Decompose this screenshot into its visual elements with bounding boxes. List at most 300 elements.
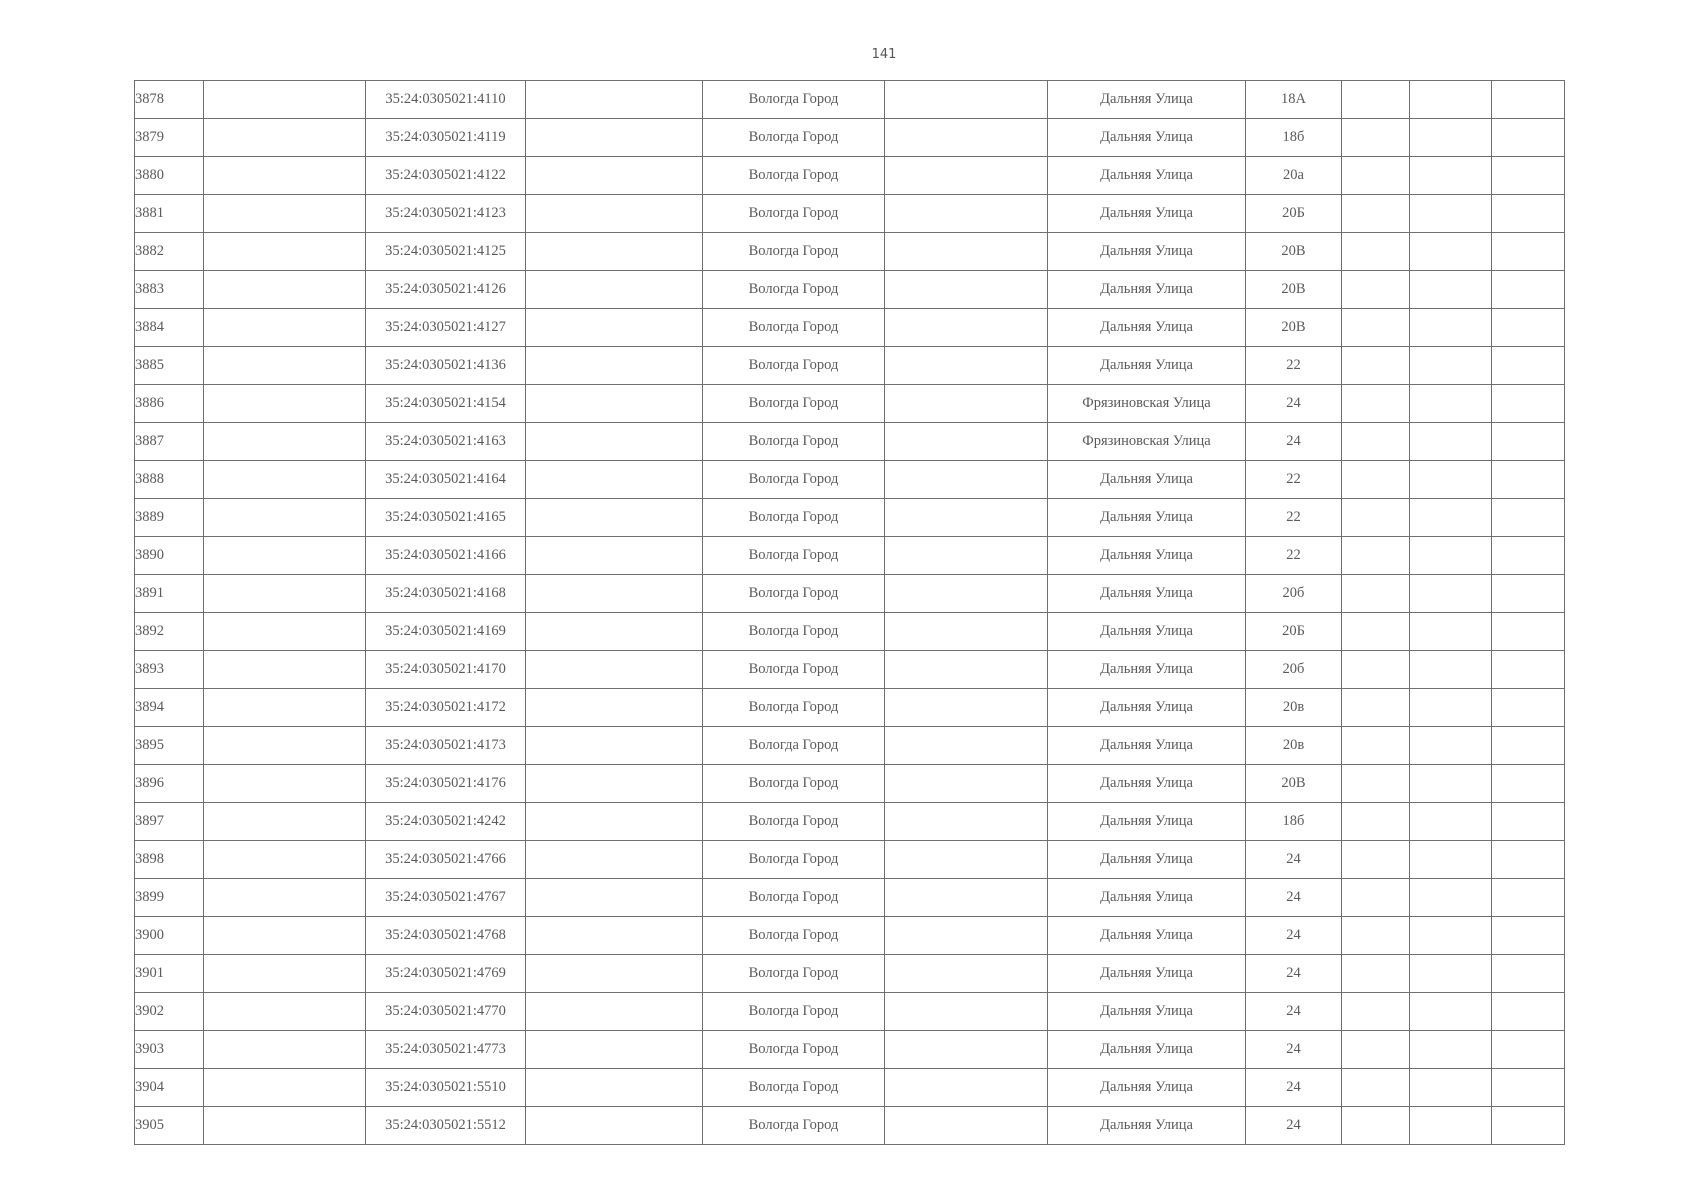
table-row [135,803,1565,841]
cell-locality: Вологда Город [703,119,885,157]
cell-empty [204,803,366,841]
cell-cadastral-number: 35:24:0305021:4154 [366,385,526,423]
cell-street: Дальняя Улица [1048,499,1246,537]
table-row [135,575,1565,613]
cell-empty [1342,993,1410,1031]
cell-empty [1342,157,1410,195]
cell-row-number: 3893 [135,651,204,689]
cell-empty [885,651,1048,689]
cell-empty [526,993,703,1031]
cell-street: Дальняя Улица [1048,879,1246,917]
cell-empty [885,81,1048,119]
cell-empty [1342,271,1410,309]
cell-empty [885,993,1048,1031]
cell-empty [204,1107,366,1145]
cell-row-number: 3899 [135,879,204,917]
cell-empty [1492,499,1565,537]
cell-empty [1410,917,1492,955]
cell-locality: Вологда Город [703,1107,885,1145]
cell-row-number: 3895 [135,727,204,765]
cell-street: Дальняя Улица [1048,727,1246,765]
cell-cadastral-number: 35:24:0305021:4165 [366,499,526,537]
cell-empty [885,119,1048,157]
cell-empty [885,1069,1048,1107]
cell-empty [1342,385,1410,423]
cell-empty [204,765,366,803]
cell-street: Дальняя Улица [1048,271,1246,309]
cell-empty [1410,157,1492,195]
cell-empty [885,385,1048,423]
cell-empty [1492,195,1565,233]
cell-street: Дальняя Улица [1048,347,1246,385]
cell-row-number: 3905 [135,1107,204,1145]
cell-empty [204,727,366,765]
cell-empty [1410,499,1492,537]
cell-cadastral-number: 35:24:0305021:4768 [366,917,526,955]
table-row [135,233,1565,271]
cell-house-number: 20б [1246,575,1342,613]
cell-empty [1492,879,1565,917]
cell-locality: Вологда Город [703,233,885,271]
table-row [135,385,1565,423]
cell-empty [1410,423,1492,461]
cell-empty [1492,461,1565,499]
cell-empty [1342,689,1410,727]
cell-house-number: 22 [1246,347,1342,385]
cell-row-number: 3881 [135,195,204,233]
cell-empty [526,955,703,993]
cell-empty [1342,461,1410,499]
cell-empty [204,423,366,461]
cell-empty [885,879,1048,917]
cell-house-number: 22 [1246,537,1342,575]
cell-empty [204,233,366,271]
cell-empty [526,499,703,537]
cell-empty [1492,613,1565,651]
cell-cadastral-number: 35:24:0305021:5512 [366,1107,526,1145]
cell-empty [204,309,366,347]
cell-empty [1410,841,1492,879]
cell-house-number: 20В [1246,765,1342,803]
cell-empty [1492,309,1565,347]
cell-cadastral-number: 35:24:0305021:4119 [366,119,526,157]
table-row [135,841,1565,879]
cell-street: Дальняя Улица [1048,613,1246,651]
cell-empty [1492,993,1565,1031]
cell-empty [1410,81,1492,119]
cell-empty [204,385,366,423]
cell-empty [1342,765,1410,803]
cell-empty [885,271,1048,309]
cell-empty [885,841,1048,879]
cell-empty [1492,917,1565,955]
cell-empty [1492,955,1565,993]
cell-empty [204,1069,366,1107]
table-row [135,651,1565,689]
cell-locality: Вологда Город [703,537,885,575]
table-row [135,423,1565,461]
cell-row-number: 3882 [135,233,204,271]
cell-empty [1342,803,1410,841]
cell-empty [1342,955,1410,993]
cell-empty [526,727,703,765]
cell-empty [1342,575,1410,613]
cell-empty [526,575,703,613]
cell-row-number: 3892 [135,613,204,651]
cell-cadastral-number: 35:24:0305021:4110 [366,81,526,119]
cell-cadastral-number: 35:24:0305021:4172 [366,689,526,727]
cell-empty [1410,537,1492,575]
cell-row-number: 3896 [135,765,204,803]
cell-cadastral-number: 35:24:0305021:4166 [366,537,526,575]
cell-locality: Вологда Город [703,841,885,879]
table-row [135,309,1565,347]
cell-street: Дальняя Улица [1048,119,1246,157]
cell-empty [204,119,366,157]
cell-row-number: 3886 [135,385,204,423]
cell-house-number: 20б [1246,651,1342,689]
cell-row-number: 3901 [135,955,204,993]
cell-empty [204,81,366,119]
cell-street: Дальняя Улица [1048,1107,1246,1145]
cell-empty [1492,537,1565,575]
cell-cadastral-number: 35:24:0305021:4127 [366,309,526,347]
cell-row-number: 3903 [135,1031,204,1069]
cell-empty [1342,309,1410,347]
cell-locality: Вологда Город [703,1031,885,1069]
cell-empty [1342,727,1410,765]
cell-empty [204,689,366,727]
cell-empty [526,385,703,423]
cell-row-number: 3884 [135,309,204,347]
cell-cadastral-number: 35:24:0305021:4176 [366,765,526,803]
cell-empty [526,423,703,461]
cell-empty [885,461,1048,499]
cell-empty [1342,651,1410,689]
cell-empty [526,917,703,955]
table-row [135,119,1565,157]
cell-cadastral-number: 35:24:0305021:4126 [366,271,526,309]
cell-house-number: 18А [1246,81,1342,119]
cell-cadastral-number: 35:24:0305021:4123 [366,195,526,233]
cell-house-number: 20В [1246,233,1342,271]
cell-locality: Вологда Город [703,879,885,917]
cell-cadastral-number: 35:24:0305021:4136 [366,347,526,385]
cell-cadastral-number: 35:24:0305021:4770 [366,993,526,1031]
cell-house-number: 24 [1246,955,1342,993]
registry-table [134,80,1565,1145]
cell-empty [885,917,1048,955]
cell-empty [885,423,1048,461]
cell-row-number: 3879 [135,119,204,157]
cell-empty [1410,993,1492,1031]
cell-locality: Вологда Город [703,613,885,651]
cell-row-number: 3902 [135,993,204,1031]
cell-empty [885,575,1048,613]
cell-cadastral-number: 35:24:0305021:4242 [366,803,526,841]
cell-empty [1342,879,1410,917]
cell-locality: Вологда Город [703,765,885,803]
cell-row-number: 3894 [135,689,204,727]
cell-cadastral-number: 35:24:0305021:4173 [366,727,526,765]
table-row [135,499,1565,537]
cell-empty [1410,955,1492,993]
cell-house-number: 20В [1246,309,1342,347]
cell-locality: Вологда Город [703,499,885,537]
cell-cadastral-number: 35:24:0305021:4164 [366,461,526,499]
cell-house-number: 18б [1246,803,1342,841]
cell-house-number: 20в [1246,727,1342,765]
cell-house-number: 22 [1246,461,1342,499]
cell-cadastral-number: 35:24:0305021:4773 [366,1031,526,1069]
cell-house-number: 24 [1246,385,1342,423]
cell-empty [526,461,703,499]
cell-empty [204,157,366,195]
cell-empty [204,613,366,651]
cell-empty [1410,879,1492,917]
cell-empty [526,309,703,347]
cell-empty [1492,575,1565,613]
cell-empty [1342,423,1410,461]
cell-empty [1342,119,1410,157]
cell-street: Дальняя Улица [1048,651,1246,689]
cell-row-number: 3888 [135,461,204,499]
cell-cadastral-number: 35:24:0305021:4122 [366,157,526,195]
table-row [135,271,1565,309]
cell-cadastral-number: 35:24:0305021:4125 [366,233,526,271]
cell-empty [1410,1031,1492,1069]
cell-row-number: 3900 [135,917,204,955]
cell-empty [1342,841,1410,879]
cell-empty [1410,689,1492,727]
cell-empty [526,765,703,803]
cell-empty [526,233,703,271]
cell-street: Дальняя Улица [1048,537,1246,575]
cell-street: Дальняя Улица [1048,993,1246,1031]
cell-locality: Вологда Город [703,651,885,689]
cell-empty [204,955,366,993]
cell-locality: Вологда Город [703,385,885,423]
cell-street: Дальняя Улица [1048,765,1246,803]
cell-empty [526,119,703,157]
cell-empty [1492,727,1565,765]
table-row [135,81,1565,119]
cell-empty [1342,537,1410,575]
cell-locality: Вологда Город [703,195,885,233]
cell-row-number: 3897 [135,803,204,841]
cell-empty [1492,119,1565,157]
cell-empty [885,195,1048,233]
cell-empty [885,347,1048,385]
cell-house-number: 18б [1246,119,1342,157]
cell-house-number: 20а [1246,157,1342,195]
cell-row-number: 3891 [135,575,204,613]
cell-row-number: 3885 [135,347,204,385]
table-row [135,537,1565,575]
cell-empty [204,917,366,955]
cell-house-number: 22 [1246,499,1342,537]
table-row [135,689,1565,727]
cell-empty [526,537,703,575]
cell-empty [526,1069,703,1107]
table-row [135,157,1565,195]
cell-empty [1342,1107,1410,1145]
cell-empty [1410,651,1492,689]
cell-row-number: 3904 [135,1069,204,1107]
cell-empty [1410,271,1492,309]
table-row [135,1107,1565,1145]
cell-locality: Вологда Город [703,461,885,499]
cell-empty [1492,233,1565,271]
cell-empty [885,499,1048,537]
cell-empty [526,803,703,841]
cell-empty [1410,195,1492,233]
cell-empty [204,499,366,537]
cell-row-number: 3878 [135,81,204,119]
cell-empty [204,271,366,309]
cell-empty [885,803,1048,841]
cell-empty [1492,1069,1565,1107]
cell-empty [1342,1069,1410,1107]
cell-empty [1410,385,1492,423]
cell-street: Дальняя Улица [1048,81,1246,119]
cell-locality: Вологда Город [703,993,885,1031]
cell-empty [204,993,366,1031]
table-row [135,461,1565,499]
cell-locality: Вологда Город [703,271,885,309]
cell-empty [1410,309,1492,347]
cell-empty [1410,727,1492,765]
cell-empty [204,537,366,575]
cell-empty [526,613,703,651]
cell-empty [1492,803,1565,841]
cell-empty [1492,423,1565,461]
table-row [135,727,1565,765]
cell-house-number: 24 [1246,1031,1342,1069]
cell-empty [1492,385,1565,423]
cell-street: Дальняя Улица [1048,803,1246,841]
cell-row-number: 3880 [135,157,204,195]
cell-empty [1410,803,1492,841]
cell-house-number: 24 [1246,917,1342,955]
cell-empty [1410,765,1492,803]
table-row [135,879,1565,917]
cell-empty [885,233,1048,271]
cell-cadastral-number: 35:24:0305021:4769 [366,955,526,993]
cell-empty [1342,917,1410,955]
cell-house-number: 20В [1246,271,1342,309]
cell-locality: Вологда Город [703,803,885,841]
cell-locality: Вологда Город [703,575,885,613]
cell-cadastral-number: 35:24:0305021:4767 [366,879,526,917]
page-number: 141 [871,47,897,62]
cell-street: Дальняя Улица [1048,917,1246,955]
table-row [135,195,1565,233]
cell-empty [526,195,703,233]
cell-empty [204,651,366,689]
cell-street: Дальняя Улица [1048,461,1246,499]
cell-street: Дальняя Улица [1048,1031,1246,1069]
table-row [135,613,1565,651]
cell-empty [1410,233,1492,271]
cell-empty [1342,233,1410,271]
cell-empty [1342,195,1410,233]
cell-locality: Вологда Город [703,309,885,347]
cell-empty [1342,613,1410,651]
cell-empty [1492,347,1565,385]
cell-house-number: 24 [1246,879,1342,917]
cell-empty [1492,1031,1565,1069]
cell-empty [1492,1107,1565,1145]
table-row [135,347,1565,385]
cell-house-number: 24 [1246,1107,1342,1145]
cell-empty [526,81,703,119]
cell-empty [1342,1031,1410,1069]
cell-street: Дальняя Улица [1048,689,1246,727]
cell-empty [1410,119,1492,157]
cell-street: Дальняя Улица [1048,233,1246,271]
cell-locality: Вологда Город [703,955,885,993]
cell-street: Дальняя Улица [1048,309,1246,347]
cell-empty [885,955,1048,993]
cell-locality: Вологда Город [703,157,885,195]
cell-cadastral-number: 35:24:0305021:4766 [366,841,526,879]
table-row [135,955,1565,993]
cell-cadastral-number: 35:24:0305021:4170 [366,651,526,689]
cell-empty [885,689,1048,727]
cell-empty [526,1107,703,1145]
cell-locality: Вологда Город [703,917,885,955]
cell-row-number: 3883 [135,271,204,309]
cell-empty [204,575,366,613]
cell-locality: Вологда Город [703,423,885,461]
cell-empty [1492,81,1565,119]
cell-empty [204,879,366,917]
cell-street: Дальняя Улица [1048,841,1246,879]
cell-empty [204,347,366,385]
cell-empty [526,1031,703,1069]
cell-empty [885,727,1048,765]
cell-empty [1492,841,1565,879]
cell-house-number: 20Б [1246,195,1342,233]
cell-empty [885,1107,1048,1145]
cell-empty [526,651,703,689]
cell-empty [204,461,366,499]
cell-empty [1492,271,1565,309]
cell-empty [204,195,366,233]
table-row [135,1031,1565,1069]
cell-empty [1410,347,1492,385]
cell-street: Фрязиновская Улица [1048,385,1246,423]
cell-house-number: 20Б [1246,613,1342,651]
cell-empty [885,157,1048,195]
table-row [135,1069,1565,1107]
cell-empty [204,1031,366,1069]
cell-empty [526,841,703,879]
cell-empty [1410,1107,1492,1145]
cell-empty [885,1031,1048,1069]
cell-locality: Вологда Город [703,347,885,385]
cell-empty [526,879,703,917]
cell-cadastral-number: 35:24:0305021:4163 [366,423,526,461]
cell-street: Дальняя Улица [1048,157,1246,195]
cell-house-number: 24 [1246,423,1342,461]
cell-empty [526,689,703,727]
cell-house-number: 24 [1246,1069,1342,1107]
cell-empty [204,841,366,879]
cell-empty [1492,765,1565,803]
cell-empty [885,537,1048,575]
